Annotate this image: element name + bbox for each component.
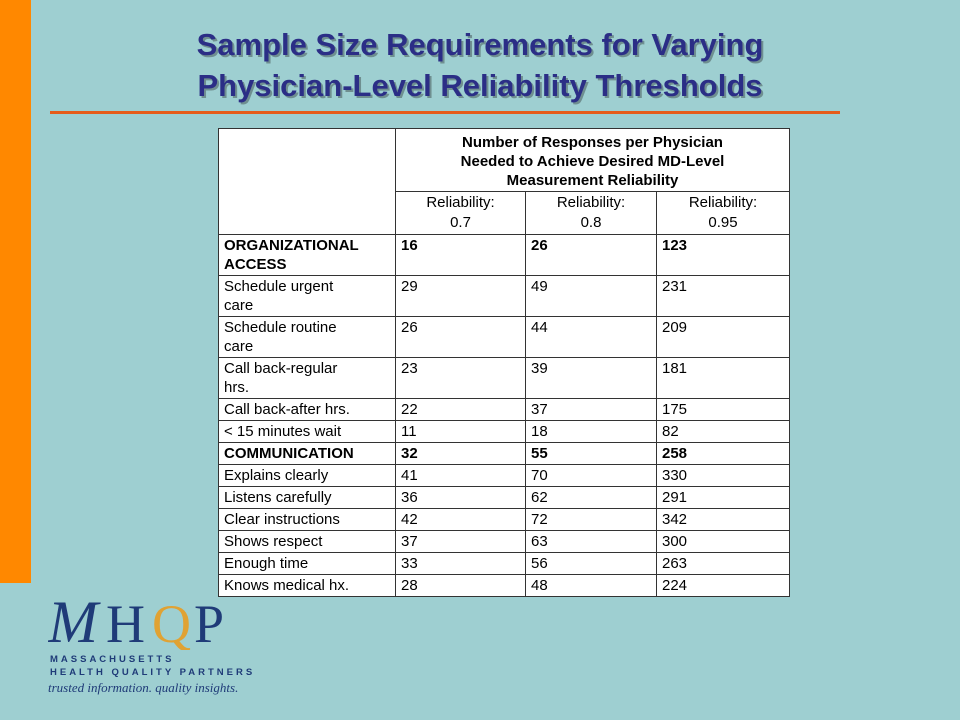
reliability-header-cell (657, 192, 790, 235)
table-main-header (396, 129, 790, 192)
row-label-line: Schedule urgent (224, 278, 334, 295)
row-label-line: ORGANIZATIONAL (224, 237, 359, 254)
reliability-header-cell (396, 192, 526, 235)
row-label-line: < 15 minutes wait (224, 423, 342, 440)
logo-letter-p: P (194, 594, 225, 650)
table-corner-cell (219, 129, 396, 235)
logo-tagline: trusted information. quality insights. (48, 680, 239, 695)
table-row (219, 553, 790, 575)
table-row (219, 465, 790, 487)
sample-size-value: 33 (396, 553, 526, 575)
row-label-line: Enough time (224, 555, 309, 572)
row-label-cell (219, 531, 396, 553)
row-label-cell (219, 235, 396, 276)
table-row (219, 509, 790, 531)
sample-size-value: 29 (396, 276, 526, 317)
reliability-label: Reliability: (556, 194, 626, 211)
table-row (219, 399, 790, 421)
reliability-value: 0.95 (708, 214, 738, 231)
row-label-cell (219, 399, 396, 421)
sample-size-value: 48 (526, 575, 657, 597)
sample-size-value: 224 (657, 575, 790, 597)
reliability-label: Reliability: (688, 194, 758, 211)
sample-size-value: 263 (657, 553, 790, 575)
row-label-line: ACCESS (224, 256, 287, 273)
sample-size-value: 41 (396, 465, 526, 487)
table-row (219, 443, 790, 465)
row-label-cell (219, 509, 396, 531)
main-header-line: Needed to Achieve Desired MD-Level (460, 153, 725, 170)
sample-size-value: 330 (657, 465, 790, 487)
sample-size-value: 123 (657, 235, 790, 276)
table-row (219, 487, 790, 509)
sample-size-value: 72 (526, 509, 657, 531)
row-label-line: Knows medical hx. (224, 577, 350, 594)
table-row (219, 235, 790, 276)
sample-size-value: 56 (526, 553, 657, 575)
row-label-cell (219, 276, 396, 317)
sample-size-value: 26 (526, 235, 657, 276)
left-accent-bar (0, 0, 31, 583)
row-label-line: care (224, 297, 254, 314)
row-label-line: Listens carefully (224, 489, 332, 506)
row-label-cell (219, 317, 396, 358)
sample-size-value: 49 (526, 276, 657, 317)
slide-title (60, 24, 900, 106)
sample-size-value: 291 (657, 487, 790, 509)
row-label-cell (219, 465, 396, 487)
sample-size-value: 55 (526, 443, 657, 465)
sample-size-value: 28 (396, 575, 526, 597)
sample-size-value: 16 (396, 235, 526, 276)
sample-size-value: 18 (526, 421, 657, 443)
sample-size-value: 22 (396, 399, 526, 421)
row-label-line: Shows respect (224, 533, 323, 550)
main-header-line: Number of Responses per Physician (462, 134, 723, 151)
sample-size-table (218, 128, 790, 597)
table-row (219, 317, 790, 358)
sample-size-value: 258 (657, 443, 790, 465)
main-header-line: Measurement Reliability (506, 172, 679, 189)
logo-letter-q: Q (152, 594, 191, 650)
logo-line-massachusetts: MASSACHUSETTS (50, 654, 175, 665)
row-label-cell (219, 443, 396, 465)
sample-size-value: 37 (396, 531, 526, 553)
sample-size-value: 300 (657, 531, 790, 553)
sample-size-value: 70 (526, 465, 657, 487)
sample-size-value: 37 (526, 399, 657, 421)
sample-size-value: 26 (396, 317, 526, 358)
table-row (219, 276, 790, 317)
logo-letter-h: H (106, 594, 145, 650)
table-header-row (219, 129, 790, 192)
row-label-cell (219, 487, 396, 509)
row-label-line: Clear instructions (224, 511, 340, 528)
sample-size-value: 32 (396, 443, 526, 465)
sample-size-value: 63 (526, 531, 657, 553)
logo-line-health-quality-partners: HEALTH QUALITY PARTNERS (50, 667, 256, 678)
table-row (219, 358, 790, 399)
row-label-line: hrs. (224, 379, 250, 396)
row-label-cell (219, 358, 396, 399)
reliability-header-cell (526, 192, 657, 235)
row-label-line: Call back-after hrs. (224, 401, 350, 418)
sample-size-value: 181 (657, 358, 790, 399)
slide-title-line1: Sample Size Requirements for Varying (196, 27, 764, 62)
reliability-label: Reliability: (426, 194, 495, 211)
sample-size-value: 62 (526, 487, 657, 509)
reliability-value: 0.8 (580, 214, 602, 231)
row-label-cell (219, 553, 396, 575)
reliability-value: 0.7 (450, 214, 471, 231)
sample-size-value: 82 (657, 421, 790, 443)
table-row (219, 421, 790, 443)
mhqp-logo-mark (48, 590, 248, 650)
sample-size-value: 23 (396, 358, 526, 399)
table-row (219, 575, 790, 597)
row-label-cell (219, 421, 396, 443)
sample-size-value: 11 (396, 421, 526, 443)
title-underline (50, 111, 840, 114)
row-label-line: Call back-regular (224, 360, 338, 377)
mhqp-logo (48, 590, 278, 700)
row-label-line: care (224, 338, 254, 355)
sample-size-value: 342 (657, 509, 790, 531)
row-label-line: Explains clearly (224, 467, 329, 484)
table-row (219, 531, 790, 553)
row-label-line: Schedule routine (224, 319, 337, 336)
sample-size-value: 44 (526, 317, 657, 358)
slide-title-line2: Physician-Level Reliability Thresholds (197, 68, 763, 103)
sample-size-value: 39 (526, 358, 657, 399)
sample-size-value: 175 (657, 399, 790, 421)
logo-letter-m: M (48, 590, 98, 650)
sample-size-value: 42 (396, 509, 526, 531)
sample-size-value: 231 (657, 276, 790, 317)
sample-size-value: 209 (657, 317, 790, 358)
row-label-line: COMMUNICATION (224, 445, 354, 462)
sample-size-value: 36 (396, 487, 526, 509)
